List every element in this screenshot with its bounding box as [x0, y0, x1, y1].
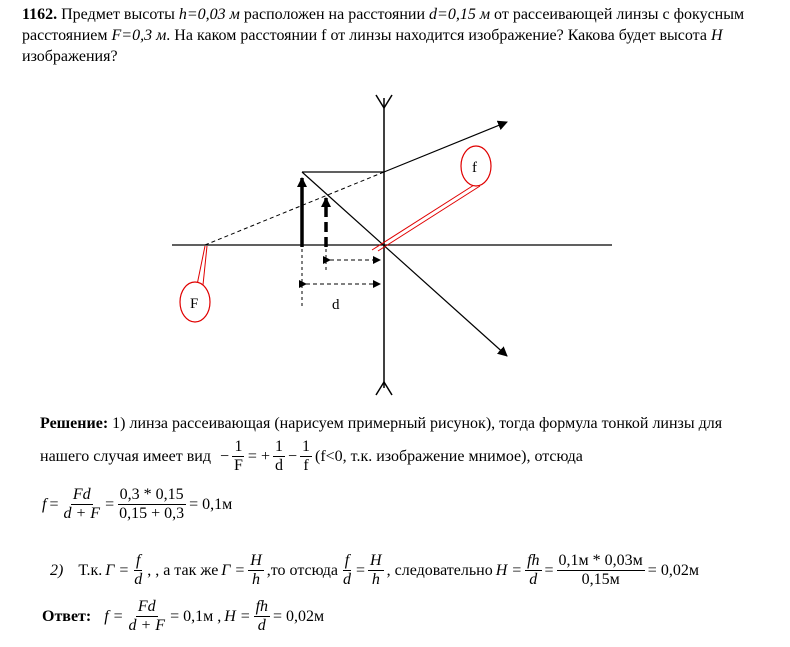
f-pointer-line	[372, 185, 474, 250]
problem-text: Предмет высоты h=0,03 м расположен на расстоянии d=0,15 м от рассеивающей линзы с фокусным расстоянием F=0,3 м. На каком расстоянии f от линзы находится изображение? Какова будет высота H изображения?	[22, 6, 745, 65]
problem-number: 1162.	[22, 6, 58, 23]
f-pointer-line2	[378, 186, 480, 251]
solution-heading: Решение:	[40, 415, 109, 432]
F-label: F	[190, 296, 199, 312]
f-label: f	[472, 160, 477, 176]
solution-line2	[40, 438, 583, 475]
formula-f: f = $\frac{Fd}{d + F}$ = $\frac{0,3 * 0,15}{0,15 + 0,3}$ = 0,1м	[42, 486, 233, 522]
construction-line	[205, 172, 384, 245]
solution-line1	[40, 415, 780, 433]
solution-text2-post: (f<0, т.к. изображение мнимое), отсюда	[315, 447, 583, 465]
answer-line: Ответ: f = $\frac{Fd}{d + F}$ = 0,1м , H = $\frac{fh}{d}$ = 0,02м	[42, 598, 325, 634]
ray-through-center	[302, 172, 507, 356]
solution-text1: 1) линза рассеивающая (нарисуем примерный рисунок), тогда формула тонкой линзы для	[108, 415, 723, 432]
solution-text2: нашего случая имеет вид	[40, 447, 211, 465]
d-label: d	[332, 297, 340, 313]
answer-label: Ответ:	[42, 607, 92, 625]
lens-formula: − $\frac{1}{F}$ = + $\frac{1}{d}$ − $\frac{1}{f}$	[219, 438, 310, 474]
solution-line3: 2) Т.к. Г = $\frac{f}{d}$ , , а так же Г = $\frac{H}{h}$ ,то отсюда $\frac{f}{d}$ = $\frac{H}{h}$ , следовательно H = $\frac{fh}{d}$ = $\frac{0,1м * 0,03м}{0,15м}$ = 0,02м	[50, 552, 699, 588]
